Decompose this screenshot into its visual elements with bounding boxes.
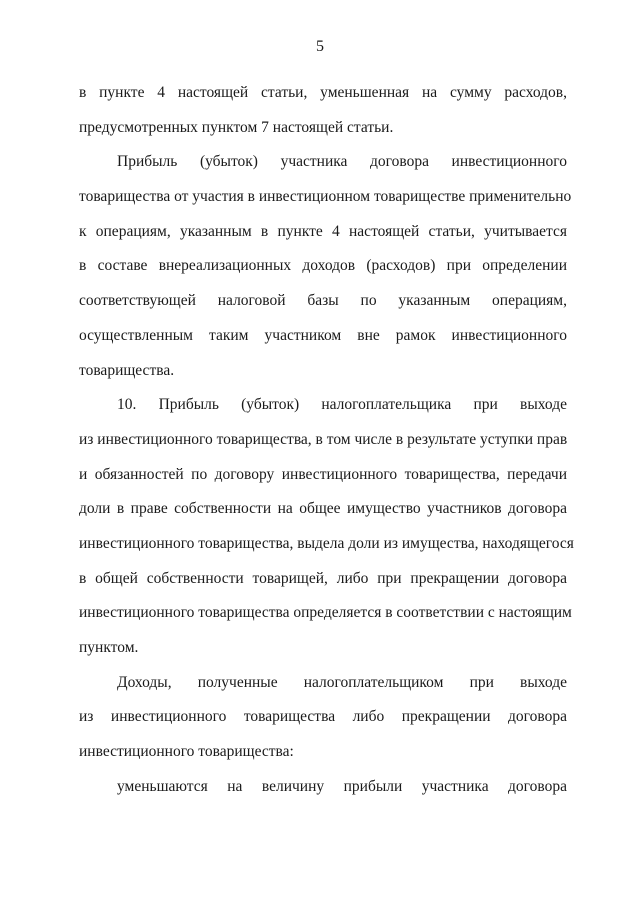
text-line: в общей собственности товарищей, либо при прекращении договора: [79, 569, 567, 587]
text-line: инвестиционного товарищества определяется в соответствии с настоящим: [79, 604, 572, 622]
text-line: из инвестиционного товарищества либо прекращении договора: [79, 708, 567, 726]
text-line: товарищества.: [79, 361, 175, 379]
text-line: и обязанностей по договору инвестиционного товарищества, передачи: [79, 465, 567, 483]
text-line: осуществленным таким участником вне рамок инвестиционного: [79, 326, 567, 344]
text-line: соответствующей налоговой базы по указанным операциям,: [79, 292, 567, 310]
text-line: товарищества от участия в инвестиционном товариществе применительно: [79, 188, 572, 206]
text-line: к операциям, указанным в пункте 4 настоящей статьи, учитывается: [79, 222, 567, 240]
text-line: 10. Прибыль (убыток) налогоплательщика при выходе: [117, 396, 567, 414]
text-line: уменьшаются на величину прибыли участника договора: [117, 777, 567, 795]
text-line: Прибыль (убыток) участника договора инвестиционного: [117, 153, 567, 171]
text-line: инвестиционного товарищества, выдела доли из имущества, находящегося: [79, 534, 574, 552]
page-number: 5: [316, 38, 324, 55]
text-line: предусмотренных пунктом 7 настоящей статьи.: [79, 118, 394, 136]
text-line: Доходы, полученные налогоплательщиком при выходе: [117, 673, 567, 691]
document-body: [79, 76, 574, 804]
text-line: в составе внереализационных доходов (расходов) при определении: [79, 257, 567, 275]
text-line: инвестиционного товарищества:: [79, 743, 294, 761]
text-line: в пункте 4 настоящей статьи, уменьшенная на сумму расходов,: [79, 84, 567, 101]
text-line: пунктом.: [79, 639, 139, 656]
text-line: доли в праве собственности на общее имущество участников договора: [79, 500, 567, 518]
text-line: из инвестиционного товарищества, в том числе в результате уступки прав: [79, 430, 568, 448]
